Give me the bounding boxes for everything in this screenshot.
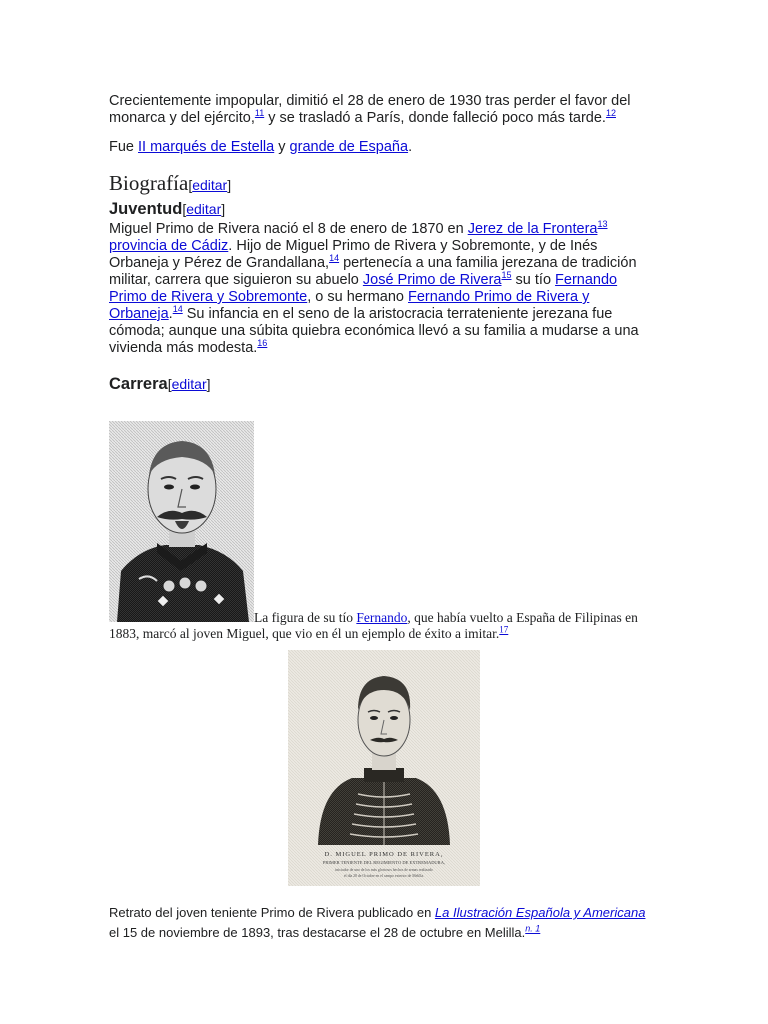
biografia-heading — [109, 170, 654, 198]
provincia-cadiz-link[interactable]: provincia de Cádiz — [109, 238, 229, 254]
biografia-title: Biografía — [109, 171, 189, 195]
fernando-orbaneja-link[interactable]: Fernando Primo de Rivera y Orbaneja — [109, 289, 590, 322]
grande-espana-link[interactable]: grande de España — [289, 139, 409, 155]
juventud-text-5: , o su hermano — [307, 289, 408, 305]
juventud-text-6: Su infancia en el seno de la aristocracia terrateniente jerezana fue cómoda; aunque una súbita quiebra económica llevó a su familia a mudarse a una vivienda más modesta. — [109, 306, 639, 356]
portrait2-caption-line1: D. MIGUEL PRIMO DE RIVERA, — [324, 851, 444, 858]
fernando-sobremonte-link[interactable]: Fernando Primo de Rivera y Sobremonte — [109, 272, 618, 305]
fernando-link[interactable]: Fernando — [356, 610, 408, 625]
intro-text: Crecientemente impopular, dimitió el 28 de enero de 1930 tras perder el favor del monarca y del ejército, — [109, 93, 631, 126]
juventud-text-4: su tío — [511, 272, 556, 288]
ilustracion-espanola-link[interactable]: La Ilustración Española y Americana — [434, 905, 646, 920]
ref-14b-link[interactable]: 14 — [172, 304, 183, 315]
jose-primo-link[interactable]: José Primo de Rivera — [362, 272, 502, 288]
carrera-edit-link[interactable]: editar — [171, 376, 207, 392]
ref-13-link[interactable]: 13 — [597, 219, 608, 230]
carrera-edit: [editar] — [167, 376, 211, 392]
ref-16-link[interactable]: 16 — [257, 338, 268, 349]
juventud-title: Juventud — [109, 200, 183, 218]
ref-11-link[interactable]: 11 — [254, 108, 265, 119]
carrera-heading — [109, 373, 654, 395]
juventud-heading — [109, 198, 654, 220]
juventud-edit-link[interactable]: editar — [186, 201, 222, 217]
note-n1-link[interactable]: n. 1 — [525, 923, 541, 934]
biografia-edit: [editar] — [188, 177, 232, 193]
juventud-text-2: . Hijo de Miguel Primo de Rivera y Sobremonte, y de Inés Orbaneja y Pérez de Grandallana, — [109, 238, 598, 271]
caption2-text-2: el 15 de noviembre de 1893, tras destacarse el 28 de octubre en Melilla. — [109, 925, 526, 940]
titles-end: . — [408, 139, 413, 155]
caption1-text-2: , que había vuelto a España de Filipinas en 1883, marcó al joven Miguel, que vio en él un ejemplo de éxito a imitar. — [109, 610, 638, 641]
ref-15-link[interactable]: 15 — [501, 270, 512, 281]
biografia-edit-link[interactable]: editar — [192, 177, 228, 193]
portrait-miguel-icon — [288, 650, 480, 886]
ref-17-link[interactable]: 17 — [499, 624, 509, 635]
intro-text-2: y se trasladó a París, donde falleció poco más tarde. — [264, 110, 606, 126]
ref-12-link[interactable]: 12 — [605, 108, 616, 119]
juventud-edit: [editar] — [182, 201, 226, 217]
portrait-miguel-caption — [109, 903, 654, 943]
intro-paragraph — [109, 93, 654, 127]
ref-14-link[interactable]: 14 — [329, 253, 340, 264]
caption1-text-1: La figura de su tío — [254, 610, 357, 625]
caption2-text-1: Retrato del joven teniente Primo de Rivera publicado en — [109, 905, 435, 920]
carrera-title: Carrera — [109, 375, 168, 393]
juventud-text-3: pertenecía a una familia jerezana de tradición militar, carrera que siguieron su abuelo — [109, 255, 637, 288]
portrait2-caption-line4: el día 28 de Octubre en el campo exterior de Melilla. — [343, 874, 425, 878]
portrait2-caption-line3: iniciador de uno de los más gloriosos hechos de armas realizado — [335, 868, 433, 872]
titles-prefix: Fue — [109, 139, 139, 155]
portrait2-caption-line2: PRIMER TENIENTE DEL REGIMIENTO DE EXTREMADURA, — [322, 860, 446, 865]
portrait-fernando-icon — [109, 421, 254, 622]
jerez-link[interactable]: Jerez de la Frontera — [467, 221, 598, 237]
marques-estella-link[interactable]: II marqués de Estella — [138, 139, 275, 155]
titles-mid: y — [274, 139, 290, 155]
article-body — [109, 93, 654, 395]
portrait-fernando-caption — [109, 610, 654, 642]
juventud-text-1: Miguel Primo de Rivera nació el 8 de enero de 1870 en — [109, 221, 468, 237]
juventud-paragraph: Miguel Primo de Rivera nació el 8 de enero de 1870 en Jerez de la Frontera$^{13}$ provincia de Cádiz. Hijo de Miguel Primo de Rivera y Sobremonte, y de Inés Orbaneja y Pérez de Grandallana,$^{14}$ pertenecía a una familia jerezana de tradición militar, carrera que siguieron su abuelo José Primo de Rivera$^{15}$ su tío Fernando Primo de Rivera y Sobremonte, o su hermano Fernando Primo de Rivera y Orbaneja.$^{14}$ Su infancia en el seno de la aristocracia terrateniente jerezana fue cómoda; aunque una súbita quiebra económica llevó a su familia a mudarse a una vivienda más modesta.$^{16}$ — [109, 219, 639, 356]
titles-paragraph — [109, 139, 654, 156]
